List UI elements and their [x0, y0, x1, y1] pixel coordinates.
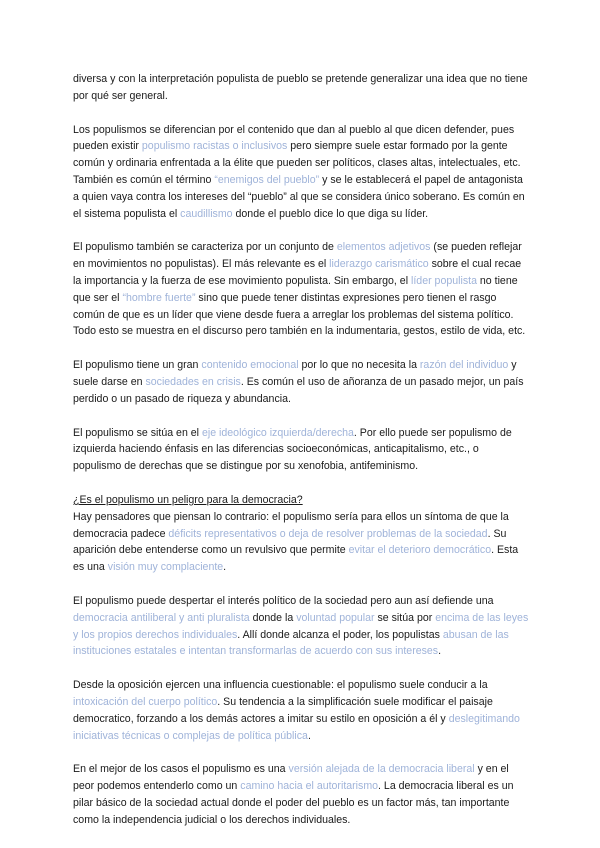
- document-body: [73, 71, 529, 845]
- text: .: [438, 645, 442, 658]
- paragraph-3: [73, 239, 529, 340]
- highlight: contenido emocional: [201, 359, 299, 372]
- text: no tiene que ser el: [73, 274, 518, 304]
- highlight: razón del individuo: [419, 359, 509, 372]
- highlight: déficits representativos o deja de resolver problemas de la sociedad: [168, 527, 488, 540]
- highlight: visión muy complaciente: [107, 561, 224, 574]
- section-heading: ¿Es el populismo un peligro para la democracia?: [73, 493, 303, 506]
- highlight: evitar el deterioro democrático: [348, 544, 492, 557]
- paragraph-2: [73, 122, 529, 223]
- highlight: deslegitimando iniciativas técnicas o complejas de política pública: [73, 712, 520, 742]
- text: . Por ello puede ser populismo de izquierda haciendo énfasis en las diferencias socioeconómicas, anticapitalismo, etc., o populismo de derechas que se distingue por su xenofobia, antifeminismo.: [73, 426, 512, 473]
- highlight: sociedades en crisis: [145, 375, 241, 388]
- highlight: voluntad popular: [296, 611, 375, 624]
- text: . Es común el uso de añoranza de un pasado mejor, un país perdido o un pasado de riqueza y abundancia.: [73, 375, 524, 405]
- paragraph-8: [73, 677, 529, 744]
- text: Los populismos se diferencian por el contenido que dan al pueblo al que dicen defender, pues pueden existir: [73, 123, 515, 153]
- section-block: [73, 492, 529, 576]
- text: por lo que no necesita la: [298, 359, 420, 372]
- text: donde el pueblo dice lo que diga su líder.: [232, 207, 429, 220]
- highlight: encima de las leyes y los propios derechos individuales: [73, 611, 529, 641]
- highlight: intoxicación del cuerpo político: [73, 695, 218, 708]
- text: El populismo puede despertar el interés político de la sociedad pero aun así defiende una: [73, 594, 494, 607]
- highlight: democracia antiliberal y anti pluralista: [73, 611, 250, 624]
- highlight: abusan de las instituciones estatales e intentan transformarlas de acuerdo con sus intereses: [73, 628, 509, 658]
- text: En el mejor de los casos el populismo es una: [73, 763, 289, 776]
- text: . Allí donde alcanza el poder, los populistas: [237, 628, 443, 641]
- text: sobre el cual recae la importancia y la fuerza de ese movimiento populista. Sin embargo, el: [73, 258, 522, 287]
- highlight: liderazgo carismático: [329, 258, 429, 271]
- text: y se le establecerá el papel de antagonista a quien vaya contra los intereses del “pueblo” al que se considera único soberano. Es común en el sistema populista el: [73, 173, 525, 220]
- text: . La democracia liberal es un pilar básico de la sociedad actual donde el poder del pueblo es un factor más, tan importante como la independencia judicial o los derechos individuales.: [73, 780, 514, 826]
- text: diversa y con la interpretación populista de pueblo se pretende generalizar una idea que no tiene por qué ser general.: [73, 73, 528, 102]
- paragraph-5: [73, 425, 529, 475]
- paragraph-1: [73, 71, 529, 105]
- text: Desde la oposición ejercen una influencia cuestionable: el populismo suele conducir a la: [73, 679, 488, 692]
- text: .: [307, 729, 311, 742]
- highlight: eje ideológico izquierda/derecha: [201, 426, 354, 439]
- highlight: elementos adjetivos: [336, 241, 431, 254]
- highlight: versión alejada de la democracia liberal: [288, 763, 475, 776]
- text: . Su aparición debe entenderse como un revulsivo que permite: [73, 527, 507, 557]
- text: El populismo tiene un gran: [73, 359, 202, 372]
- paragraph-7: [73, 593, 529, 660]
- text: (se pueden reflejar en movimientos no populistas). El más relevante es el: [73, 241, 522, 271]
- text: se sitúa por: [374, 611, 436, 624]
- highlight: caudillismo: [180, 207, 233, 220]
- text: donde la: [249, 611, 297, 624]
- text: . Esta es una: [73, 544, 519, 574]
- highlight: camino hacia el autoritarismo: [240, 780, 379, 793]
- text: Hay pensadores que piensan lo contrario: el populismo sería para ellos un síntoma de que la democracia padece: [73, 510, 509, 540]
- text: .: [223, 561, 227, 574]
- highlight: populismo racistas o inclusivos: [141, 140, 288, 153]
- text: sino que puede tener distintas expresiones pero tienen el rasgo común de que es un líder que viene desde fuera a arreglar los problemas del sistema político. Todo esto se muestra en el discurso pero también en la indumentaria, gestos, estilo de vida, etc.: [73, 291, 526, 338]
- text: El populismo se sitúa en el: [73, 426, 202, 439]
- text: y suele darse en: [73, 359, 517, 388]
- highlight: “hombre fuerte”: [122, 291, 196, 304]
- highlight: “enemigos del pueblo”: [214, 173, 320, 186]
- text: y en el peor podemos entenderlo como un: [73, 763, 509, 793]
- text: . Su tendencia a la simplificación suele modificar el paisaje democratico, forzando a los demás actores a imitar su estilo en oposición a él y: [73, 695, 493, 725]
- paragraph-9: [73, 761, 529, 828]
- text: El populismo también se caracteriza por un conjunto de: [73, 241, 337, 254]
- paragraph-4: [73, 357, 529, 407]
- highlight: líder populista: [411, 274, 477, 287]
- text: pero siempre suele estar formado por la gente común y ordinaria enfrentada a la élite que pueden ser políticos, clases altas, intelectuales, etc. También es común el término: [73, 140, 521, 186]
